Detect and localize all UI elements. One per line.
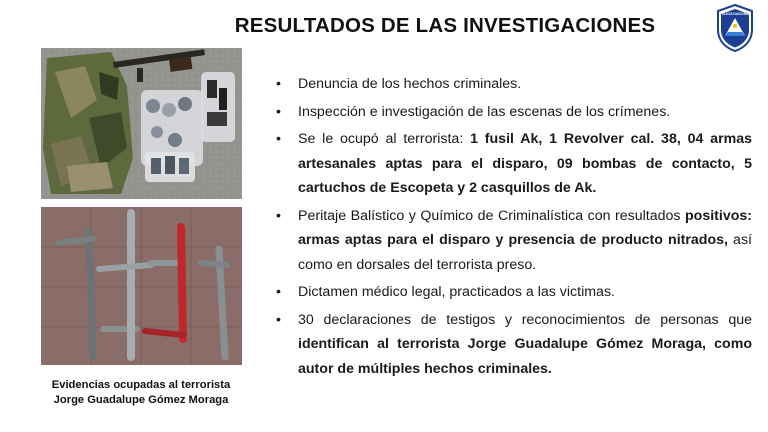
bullet-icon: • xyxy=(276,76,281,92)
bullet-text: Se le ocupó al terrorista: xyxy=(298,131,471,147)
bullet-text: Dictamen médico legal, practicados a las victimas. xyxy=(298,284,615,300)
list-item xyxy=(276,100,752,125)
bullet-bold-text: positivos: armas aptas para el disparo y presencia de producto nitrados, xyxy=(298,207,752,248)
bullet-icon: • xyxy=(276,311,281,328)
bullet-icon: • xyxy=(276,284,281,300)
bullet-icon: • xyxy=(276,207,281,224)
bullet-icon: • xyxy=(276,131,281,147)
caption-line-1: Evidencias ocupadas al terrorista xyxy=(51,379,231,391)
slide-title: RESULTADOS DE LAS INVESTIGACIONES xyxy=(234,14,656,37)
list-item xyxy=(276,308,752,382)
list-item xyxy=(276,127,752,201)
list-item xyxy=(276,72,752,97)
bullet-text: Inspección e investigación de las escenas de los crímenes. xyxy=(298,103,671,120)
bullet-icon: • xyxy=(276,103,281,120)
evidence-photo-weapons xyxy=(41,48,242,199)
bullet-bold-text: 1 fusil Ak, 1 Revolver cal. 38, 04 armas artesanales aptas para el disparo, 09 bombas de contacto, 5 cartuchos de Escopeta y 2 casquillos de Ak. xyxy=(298,131,752,196)
list-item xyxy=(276,280,752,305)
bullet-text: 30 declaraciones de testigos y reconocimientos de personas que xyxy=(298,311,752,328)
bullet-text-end: así como en dorsales del terrorista preso. xyxy=(298,232,752,273)
bullet-text: Peritaje Balístico y Químico de Criminalística con resultados xyxy=(298,207,685,224)
results-list xyxy=(276,72,752,384)
caption-line-2: Jorge Guadalupe Gómez Moraga xyxy=(53,394,229,406)
bullet-bold-text: identifican al terrorista Jorge Guadalupe Gómez Moraga, como autor de múltiples hechos criminales. xyxy=(298,336,752,377)
logo-text: POLICIA NACIONAL xyxy=(719,12,751,17)
photo-caption xyxy=(30,378,252,408)
police-badge-icon xyxy=(716,4,754,52)
evidence-photo-pipes xyxy=(41,207,242,365)
list-item xyxy=(276,204,752,278)
bullet-text: Denuncia de los hechos criminales. xyxy=(298,76,522,92)
